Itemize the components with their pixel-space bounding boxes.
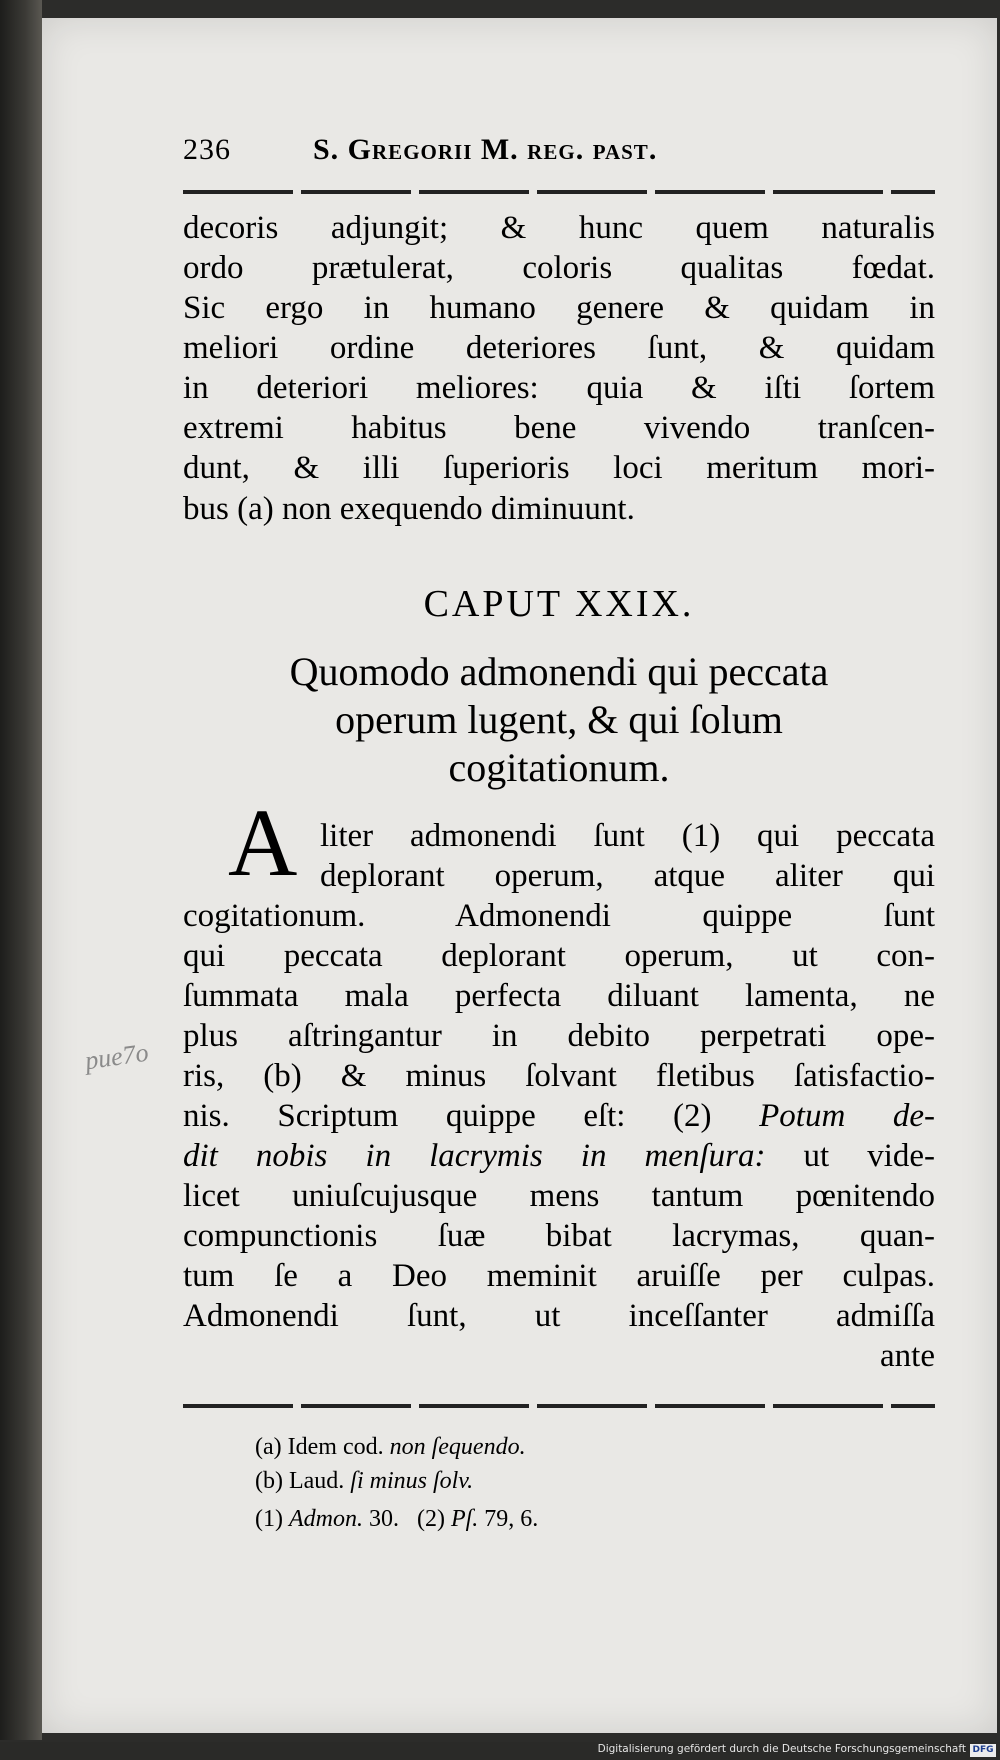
funding-credit: Digitalisierung gefördert durch die Deutsche Forschungsgemeinschaft [597, 1743, 966, 1755]
footnote-a: (a) Idem cod. non ſequendo. [255, 1434, 526, 1460]
text-line: meliori ordine deteriores ſunt, & quidam [183, 330, 935, 366]
text-line: liter admonendi ſunt (1) qui peccata [320, 818, 935, 854]
text-line: decoris adjungit; & hunc quem naturalis [183, 210, 935, 246]
text-line: nis. Scriptum quippe eſt: (2) Potum de- [183, 1098, 936, 1134]
text-line: plus aſtringantur in debito perpetrati ope- [183, 1018, 935, 1054]
running-title: S. Gregorii M. reg. past. [313, 133, 658, 166]
header-rule [183, 190, 935, 194]
chapter-title-line: cogitationum. [448, 745, 670, 790]
text-line: compunctionis ſuæ bibat lacrymas, quan- [183, 1218, 935, 1254]
text-line: ſummata mala perfecta diluant lamenta, ne [183, 978, 935, 1014]
text-line: extremi habitus bene vivendo tranſcen- [183, 410, 935, 446]
footnote-b: (b) Laud. ſi minus ſolv. [255, 1468, 474, 1494]
running-header [183, 133, 935, 173]
footnote-rule [183, 1404, 935, 1408]
text-line: dunt, & illi ſuperioris loci meritum mori- [183, 450, 935, 486]
text-line: in deteriori meliores: quia & iſti ſortem [183, 370, 935, 406]
text-line: ordo prætulerat, coloris qualitas fœdat. [183, 250, 935, 286]
chapter-title-line: Quomodo admonendi qui peccata [289, 649, 829, 694]
catchword: ante [880, 1338, 935, 1374]
text-line: Admonendi ſunt, ut inceſſanter admiſſa [183, 1298, 935, 1334]
drop-capital: A [228, 789, 298, 896]
handwritten-margin-note: pue7o [83, 1037, 151, 1076]
text-line: tum ſe a Deo meminit aruiſſe per culpas. [183, 1258, 935, 1294]
text-line: dit nobis in lacrymis in menſura: ut vide- [183, 1138, 935, 1174]
text-line: Sic ergo in humano genere & quidam in [183, 290, 935, 326]
text-line: deplorant operum, atque aliter qui [320, 858, 935, 894]
book-binding-edge [0, 0, 42, 1740]
dfg-logo: DFG [970, 1744, 996, 1757]
text-line: ris, (b) & minus ſolvant fletibus ſatisfactio- [183, 1058, 935, 1094]
text-line: cogitationum. Admonendi quippe ſunt [183, 898, 935, 934]
chapter-title-line: operum lugent, & qui ſolum [335, 697, 783, 742]
text-line: bus (a) non exequendo diminuunt. [183, 491, 635, 527]
footnote-references: (1) Admon. 30. (2) Pſ. 79, 6. [255, 1506, 539, 1532]
chapter-heading: CAPUT XXIX. [423, 583, 695, 625]
text-line: qui peccata deplorant operum, ut con- [183, 938, 935, 974]
page-number: 236 [183, 133, 231, 166]
text-line: licet uniuſcujusque mens tantum pœnitendo [183, 1178, 935, 1214]
